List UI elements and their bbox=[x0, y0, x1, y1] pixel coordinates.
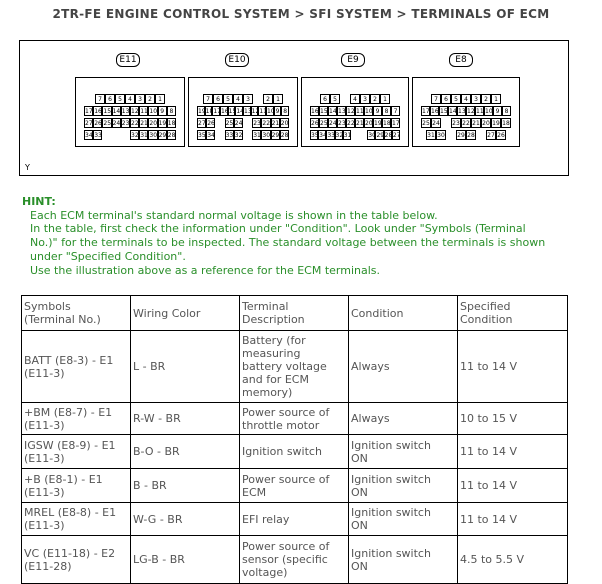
cell-specified-condition: 11 to 14 V bbox=[458, 469, 568, 503]
table-row bbox=[22, 469, 568, 503]
connector-pin: 6 bbox=[441, 94, 451, 104]
cell-wiring-color: W-G - BR bbox=[131, 503, 240, 536]
connector-pin: 34 bbox=[207, 132, 215, 139]
connector-pin: 2 bbox=[145, 94, 155, 104]
connector-pin: 15 bbox=[103, 108, 112, 115]
ecm-connector bbox=[188, 77, 298, 147]
connector-pin bbox=[243, 118, 252, 128]
hint-title: HINT: bbox=[22, 195, 56, 208]
connector-pin: 1 bbox=[491, 94, 501, 104]
connector-pin bbox=[121, 130, 130, 140]
connector-pin: 7 bbox=[95, 94, 105, 104]
connector-pin: 29 bbox=[271, 132, 280, 139]
connector-pin bbox=[112, 130, 121, 140]
connector-pin: 5 bbox=[115, 94, 125, 104]
connector-pin: 8 bbox=[502, 106, 511, 116]
connector-pin: 24 bbox=[432, 120, 440, 127]
cell-symbols: +B (E8-1) - E1 (E11-3) bbox=[22, 469, 131, 503]
connector-pin: 19 bbox=[374, 120, 382, 127]
connector-pin: 5 bbox=[223, 94, 233, 104]
connector-pin: 32 bbox=[234, 132, 243, 139]
table-row bbox=[22, 403, 568, 435]
connector-pin: 8 bbox=[167, 106, 176, 116]
connector-pin: 31 bbox=[140, 132, 148, 139]
connector-pin: 24 bbox=[112, 120, 121, 127]
connector-pin: 28 bbox=[467, 132, 475, 139]
connector-pin: 26 bbox=[311, 120, 319, 127]
connector-pin: 15 bbox=[440, 108, 448, 115]
connector-pin: 4 bbox=[233, 94, 243, 104]
connector-label: E9 bbox=[341, 53, 365, 67]
connector-pin: 24 bbox=[329, 120, 337, 127]
connector-pin: 12 bbox=[131, 108, 139, 115]
connector-label: E10 bbox=[225, 53, 249, 67]
connector-pin bbox=[441, 118, 451, 128]
hint-line: No.)" for the terminals to be inspected. The standard voltage between the terminals is shown bbox=[30, 236, 546, 249]
connector-pin: 15 bbox=[320, 108, 328, 115]
connector-pin bbox=[215, 118, 224, 128]
header-wiring-color: Wiring Color bbox=[131, 296, 240, 331]
connector-pin: 3 bbox=[360, 94, 370, 104]
connector-pin: 23 bbox=[452, 120, 460, 127]
connector-pin: 34 bbox=[319, 132, 327, 139]
connector-pin: 14 bbox=[236, 108, 244, 115]
ecm-connector-illustration bbox=[19, 40, 569, 176]
connector-pin: 31 bbox=[343, 132, 352, 139]
cell-condition: Always bbox=[349, 403, 458, 435]
connector-pin: 33 bbox=[94, 132, 102, 139]
connector-pin: 18 bbox=[167, 120, 176, 127]
ecm-terminals-table bbox=[21, 295, 568, 584]
connector-pin: 18 bbox=[383, 120, 391, 127]
cell-specified-condition: 11 to 14 V bbox=[458, 503, 568, 536]
connector-pin: 13 bbox=[121, 108, 130, 115]
connector-pin: 26 bbox=[94, 120, 102, 127]
connector-pin: 35 bbox=[198, 132, 206, 139]
connector-pin: 23 bbox=[253, 120, 261, 127]
cell-condition: Ignition switch ON bbox=[349, 536, 458, 584]
connector-pin: 19 bbox=[158, 120, 167, 127]
connector-pin: 29 bbox=[457, 132, 465, 139]
header-terminal-description: Terminal Description bbox=[240, 296, 349, 331]
connector-pin: 7 bbox=[203, 94, 213, 104]
connector-pin: 25 bbox=[422, 120, 430, 127]
cell-specified-condition: 10 to 15 V bbox=[458, 403, 568, 435]
connector-pin: 25 bbox=[225, 120, 234, 127]
cell-wiring-color: L - BR bbox=[131, 331, 240, 403]
connector-pin: 13 bbox=[458, 108, 466, 115]
connector-pin: 30 bbox=[149, 132, 158, 139]
connector-pin: 28 bbox=[280, 132, 289, 139]
connector-pin: 21 bbox=[140, 120, 148, 127]
cell-wiring-color: LG-B - BR bbox=[131, 536, 240, 584]
table-row bbox=[22, 503, 568, 536]
connector-pin: 6 bbox=[105, 94, 115, 104]
cell-condition: Ignition switch ON bbox=[349, 435, 458, 469]
connector-pin: 33 bbox=[327, 132, 335, 139]
connector-pin: 1 bbox=[273, 94, 283, 104]
connector-pin: 31 bbox=[427, 132, 435, 139]
cell-condition: Ignition switch ON bbox=[349, 469, 458, 503]
connector-pin: 20 bbox=[280, 120, 289, 127]
ecm-connector bbox=[301, 77, 409, 147]
cell-terminal-description: Battery (for measuring battery voltage and for ECM memory) bbox=[240, 331, 349, 403]
connector-pin: 27 bbox=[85, 120, 93, 127]
ecm-connector bbox=[75, 77, 185, 147]
connector-pin: 13 bbox=[244, 108, 252, 115]
connector-pin: 19 bbox=[492, 120, 500, 127]
cell-terminal-description: Power source of ECM bbox=[240, 469, 349, 503]
connector-pin: 21 bbox=[271, 120, 280, 127]
connector-pin: 9 bbox=[158, 106, 167, 116]
connector-pin: 18 bbox=[205, 108, 214, 115]
connector-pin: 28 bbox=[167, 132, 176, 139]
connector-pin: 26 bbox=[207, 120, 215, 127]
connector-pin: 4 bbox=[350, 94, 360, 104]
cell-condition: Always bbox=[349, 331, 458, 403]
connector-pin: 28 bbox=[384, 132, 393, 139]
connector-pin: 4 bbox=[461, 94, 471, 104]
connector-pin: 10 bbox=[149, 108, 158, 115]
connector-pin: 27 bbox=[198, 120, 206, 127]
connector-pin: 10 bbox=[267, 108, 275, 115]
connector-pin: 6 bbox=[213, 94, 223, 104]
connector-pin: 16 bbox=[431, 108, 439, 115]
cell-symbols: VC (E11-18) - E2 (E11-28) bbox=[22, 536, 131, 584]
connector-pin: 7 bbox=[391, 106, 400, 116]
connector-pin: 2 bbox=[370, 94, 380, 104]
connector-pin: 12 bbox=[347, 108, 355, 115]
connector-pin: 20 bbox=[365, 120, 373, 127]
connector-pin: 12 bbox=[251, 108, 260, 115]
connector-pin: 30 bbox=[437, 132, 445, 139]
hint-line: Each ECM terminal's standard normal voltage is shown in the table below. bbox=[30, 209, 438, 222]
connector-pin: 17 bbox=[422, 108, 430, 115]
connector-pin: 18 bbox=[502, 120, 510, 127]
connector-pin: 5 bbox=[451, 94, 461, 104]
connector-pin bbox=[340, 94, 350, 104]
cell-symbols: MREL (E8-8) - E1 (E11-3) bbox=[22, 503, 131, 536]
connector-pin: 32 bbox=[335, 132, 344, 139]
connector-pin: 22 bbox=[131, 120, 139, 127]
connector-pin bbox=[476, 130, 486, 140]
connector-pin: 11 bbox=[140, 108, 148, 115]
connector-pin: 10 bbox=[365, 108, 373, 115]
connector-pin: 29 bbox=[376, 132, 385, 139]
connector-pin: 19 bbox=[198, 108, 206, 115]
header-condition: Condition bbox=[349, 296, 458, 331]
hint-line: In the table, first check the information under "Condition". Look under "Symbols (Terminal bbox=[30, 222, 526, 235]
connector-pin: 24 bbox=[234, 120, 243, 127]
connector-pin: 23 bbox=[121, 120, 130, 127]
cell-wiring-color: B - BR bbox=[131, 469, 240, 503]
connector-pin: 11 bbox=[259, 108, 267, 115]
figure-y-label: Y bbox=[25, 163, 30, 172]
connector-pin: 11 bbox=[356, 108, 364, 115]
connector-pin: 27 bbox=[392, 132, 401, 139]
connector-pin bbox=[215, 130, 224, 140]
cell-terminal-description: Ignition switch bbox=[240, 435, 349, 469]
cell-wiring-color: R-W - BR bbox=[131, 403, 240, 435]
ecm-connector bbox=[412, 77, 520, 147]
connector-pin: 35 bbox=[311, 132, 319, 139]
connector-pin: 20 bbox=[482, 120, 490, 127]
connector-pin: 15 bbox=[228, 108, 237, 115]
connector-pin bbox=[102, 130, 111, 140]
connector-pin: 20 bbox=[149, 120, 158, 127]
connector-pin: 14 bbox=[112, 108, 121, 115]
connector-pin: 4 bbox=[125, 94, 135, 104]
connector-pin: 2 bbox=[481, 94, 491, 104]
cell-terminal-description: Power source of throttle motor bbox=[240, 403, 349, 435]
connector-pin: 17 bbox=[392, 120, 400, 127]
connector-pin: 5 bbox=[330, 94, 340, 104]
connector-pin: 21 bbox=[356, 120, 364, 127]
connector-pin: 25 bbox=[103, 120, 112, 127]
page-title: 2TR-FE ENGINE CONTROL SYSTEM > SFI SYSTEM > TERMINALS OF ECM bbox=[52, 7, 550, 21]
connector-pin: 1 bbox=[155, 94, 165, 104]
connector-pin: 3 bbox=[135, 94, 145, 104]
connector-pin: 14 bbox=[329, 108, 337, 115]
connector-pin: 16 bbox=[221, 108, 229, 115]
connector-pin: 26 bbox=[497, 132, 505, 139]
connector-pin: 3 bbox=[471, 94, 481, 104]
hint-line: under "Specified Condition". bbox=[30, 250, 186, 263]
connector-pin: 13 bbox=[338, 108, 346, 115]
connector-pin: 16 bbox=[311, 108, 319, 115]
connector-pin bbox=[446, 130, 456, 140]
connector-pin: 3 bbox=[243, 94, 253, 104]
cell-terminal-description: Power source of sensor (specific voltage) bbox=[240, 536, 349, 584]
connector-label: E8 bbox=[449, 53, 473, 67]
connector-pin: 27 bbox=[487, 132, 495, 139]
connector-pin: 9 bbox=[493, 106, 502, 116]
connector-pin: 2 bbox=[263, 94, 273, 104]
cell-symbols: +BM (E8-7) - E1 (E11-3) bbox=[22, 403, 131, 435]
connector-pin: 6 bbox=[320, 94, 330, 104]
connector-pin bbox=[359, 130, 367, 140]
connector-pin: 29 bbox=[158, 132, 167, 139]
cell-condition: Ignition switch ON bbox=[349, 503, 458, 536]
connector-pin: 16 bbox=[94, 108, 102, 115]
connector-pin: 11 bbox=[476, 108, 484, 115]
connector-pin: 22 bbox=[262, 120, 271, 127]
table-header-row bbox=[22, 296, 568, 331]
connector-pin: 9 bbox=[275, 108, 280, 115]
hint-line: Use the illustration above as a reference for the ECM terminals. bbox=[30, 264, 381, 277]
connector-pin: 7 bbox=[431, 94, 441, 104]
connector-pin: 8 bbox=[382, 106, 391, 116]
connector-pin: 21 bbox=[472, 120, 480, 127]
header-specified-condition: Specified Condition bbox=[458, 296, 568, 331]
connector-pin: 30 bbox=[262, 132, 271, 139]
connector-pin: 32 bbox=[131, 132, 139, 139]
connector-pin: 8 bbox=[283, 108, 288, 115]
connector-pin: 34 bbox=[85, 132, 93, 139]
cell-terminal-description: EFI relay bbox=[240, 503, 349, 536]
header-symbols: Symbols (Terminal No.) bbox=[22, 296, 131, 331]
connector-pin: 12 bbox=[467, 108, 475, 115]
connector-pin: 30 bbox=[368, 132, 376, 139]
table-row bbox=[22, 435, 568, 469]
cell-wiring-color: B-O - BR bbox=[131, 435, 240, 469]
connector-pin: 23 bbox=[338, 120, 346, 127]
connector-pin: 22 bbox=[462, 120, 470, 127]
table-row bbox=[22, 331, 568, 403]
connector-pin bbox=[351, 130, 359, 140]
connector-pin: 1 bbox=[380, 94, 390, 104]
connector-pin: 10 bbox=[485, 108, 493, 115]
connector-pin bbox=[243, 130, 252, 140]
connector-pin: 31 bbox=[253, 132, 261, 139]
cell-symbols: BATT (E8-3) - E1 (E11-3) bbox=[22, 331, 131, 403]
connector-pin: 33 bbox=[225, 132, 234, 139]
connector-pin: 22 bbox=[347, 120, 355, 127]
connector-pin: 17 bbox=[85, 108, 93, 115]
table-row bbox=[22, 536, 568, 584]
connector-pin: 9 bbox=[373, 106, 382, 116]
connector-pin: 25 bbox=[320, 120, 328, 127]
cell-specified-condition: 4.5 to 5.5 V bbox=[458, 536, 568, 584]
connector-label: E11 bbox=[116, 53, 140, 67]
cell-specified-condition: 11 to 14 V bbox=[458, 331, 568, 403]
connector-pin: 17 bbox=[213, 108, 221, 115]
cell-symbols: IGSW (E8-9) - E1 (E11-3) bbox=[22, 435, 131, 469]
connector-pin bbox=[253, 94, 263, 104]
cell-specified-condition: 11 to 14 V bbox=[458, 435, 568, 469]
connector-pin: 14 bbox=[449, 108, 457, 115]
